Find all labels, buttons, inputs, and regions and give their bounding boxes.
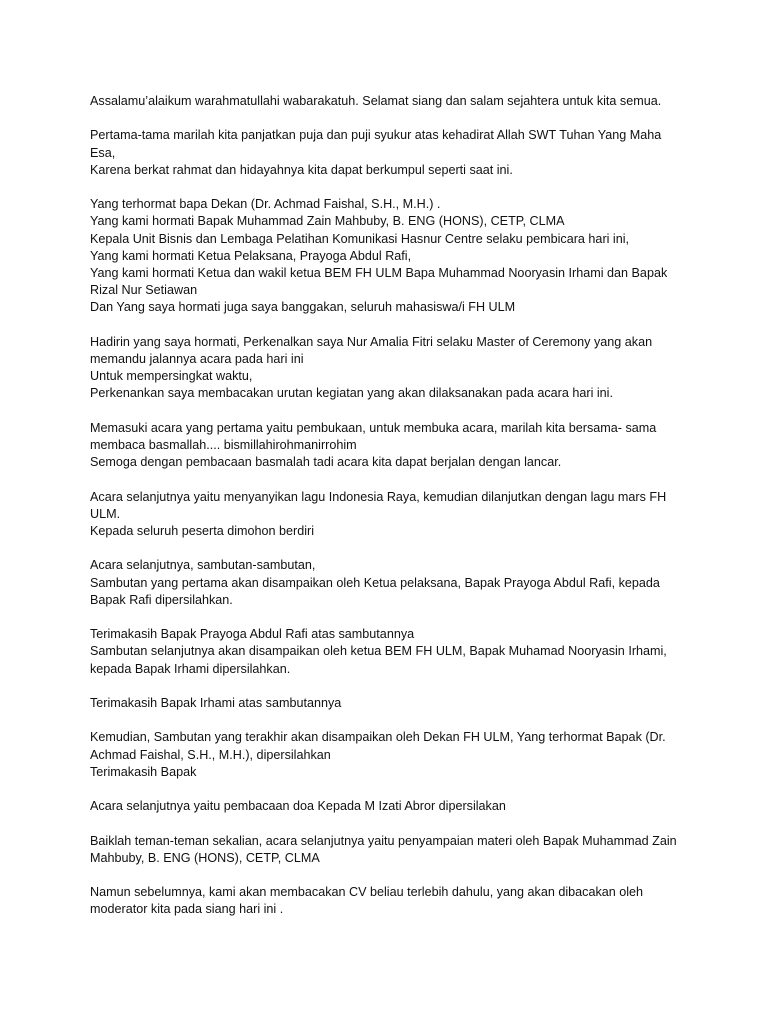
paragraph-honorifics xyxy=(90,196,690,316)
text-line: Esa, xyxy=(90,145,116,160)
text-line: Karena berkat rahmat dan hidayahnya kita dapat berkumpul seperti saat ini. xyxy=(90,162,513,177)
paragraph-second-speech xyxy=(90,626,690,678)
document-body xyxy=(90,93,690,936)
text-line: Yang terhormat bapa Dekan (Dr. Achmad Faishal, S.H., M.H.) . xyxy=(90,197,441,212)
text-line: Semoga dengan pembacaan basmalah tadi acara kita dapat berjalan dengan lancar. xyxy=(90,455,562,470)
paragraph-greeting xyxy=(90,93,690,110)
paragraph-opening-praise xyxy=(90,127,690,179)
text-line: Kemudian, Sambutan yang terakhir akan disampaikan oleh Dekan FH ULM, Yang terhormat Bapak (Dr. xyxy=(90,730,666,745)
text-line: Perkenankan saya membacakan urutan kegiatan yang akan dilaksanakan pada acara hari ini. xyxy=(90,386,613,401)
paragraph-opening-prayer xyxy=(90,420,690,472)
paragraph-dean-speech xyxy=(90,729,690,781)
paragraph-material xyxy=(90,833,690,867)
text-line: Bapak Rafi dipersilahkan. xyxy=(90,592,233,607)
text-line: Kepada seluruh peserta dimohon berdiri xyxy=(90,524,315,538)
text-line: moderator kita pada siang hari ini . xyxy=(90,902,284,917)
text-line: Hadirin yang saya hormati, Perkenalkan saya Nur Amalia Fitri selaku Master of Ceremony yang akan xyxy=(90,334,653,349)
text-line: kepada Bapak Irhami dipersilahkan. xyxy=(90,661,291,676)
paragraph-prayer xyxy=(90,798,690,815)
text-line: Untuk mempersingkat waktu, xyxy=(90,369,253,384)
text-line: Terimakasih Bapak xyxy=(90,764,197,779)
text-line: Assalamu’alaikum warahmatullahi wabarakatuh. Selamat siang dan salam sejahtera untuk kita semua. xyxy=(90,94,662,108)
text-line: Baiklah teman-teman sekalian, acara selanjutnya yaitu penyampaian materi oleh Bapak Muhammad Zain xyxy=(90,833,677,848)
text-line: Yang kami hormati Ketua dan wakil ketua BEM FH ULM Bapa Muhammad Nooryasin Irhami dan Bapak xyxy=(90,266,668,280)
text-line: Sambutan selanjutnya akan disampaikan oleh ketua BEM FH ULM, Bapak Muhamad Nooryasin Irhami, xyxy=(90,644,667,659)
text-line: Acara selanjutnya yaitu pembacaan doa Kepada M Izati Abror dipersilakan xyxy=(90,799,506,814)
text-line: membaca basmallah.... bismillahirohmanirrohim xyxy=(90,438,357,452)
text-line: Achmad Faishal, S.H., M.H.), dipersilahkan xyxy=(90,747,331,762)
text-line: Yang kami hormati Ketua Pelaksana, Prayoga Abdul Rafi, xyxy=(90,248,412,263)
text-line: ULM. xyxy=(90,506,121,521)
text-line: Dan Yang saya hormati juga saya banggakan, seluruh mahasiswa/i FH ULM xyxy=(90,300,516,315)
text-line: Memasuki acara yang pertama yaitu pembukaan, untuk membuka acara, marilah kita bersama- sama xyxy=(90,420,657,435)
text-line: Namun sebelumnya, kami akan membacakan CV beliau terlebih dahulu, yang akan dibacakan oleh xyxy=(90,885,644,900)
text-line: Rizal Nur Setiawan xyxy=(90,283,198,298)
text-line: Acara selanjutnya, sambutan-sambutan, xyxy=(90,558,316,573)
text-line: Yang kami hormati Bapak Muhammad Zain Mahbuby, B. ENG (HONS), CETP, CLMA xyxy=(90,214,565,229)
text-line: Pertama-tama marilah kita panjatkan puja dan puji syukur atas kehadirat Allah SWT Tuhan Yang Maha xyxy=(90,128,662,143)
text-line: Terimakasih Bapak Irhami atas sambutannya xyxy=(90,695,342,710)
paragraph-mc-introduction xyxy=(90,334,690,403)
text-line: memandu jalannya acara pada hari ini xyxy=(90,352,304,366)
paragraph-thanks-irhami xyxy=(90,695,690,712)
paragraph-speeches-intro xyxy=(90,557,690,609)
text-line: Acara selanjutnya yaitu menyanyikan lagu Indonesia Raya, kemudian dilanjutkan dengan lagu mars FH xyxy=(90,489,667,504)
text-line: Kepala Unit Bisnis dan Lembaga Pelatihan Komunikasi Hasnur Centre selaku pembicara hari ini, xyxy=(90,231,630,246)
paragraph-anthem xyxy=(90,489,690,541)
text-line: Terimakasih Bapak Prayoga Abdul Rafi atas sambutannya xyxy=(90,627,415,642)
paragraph-cv-reading xyxy=(90,884,690,918)
text-line: Sambutan yang pertama akan disampaikan oleh Ketua pelaksana, Bapak Prayoga Abdul Rafi, kepada xyxy=(90,575,660,590)
text-line: Mahbuby, B. ENG (HONS), CETP, CLMA xyxy=(90,850,320,865)
